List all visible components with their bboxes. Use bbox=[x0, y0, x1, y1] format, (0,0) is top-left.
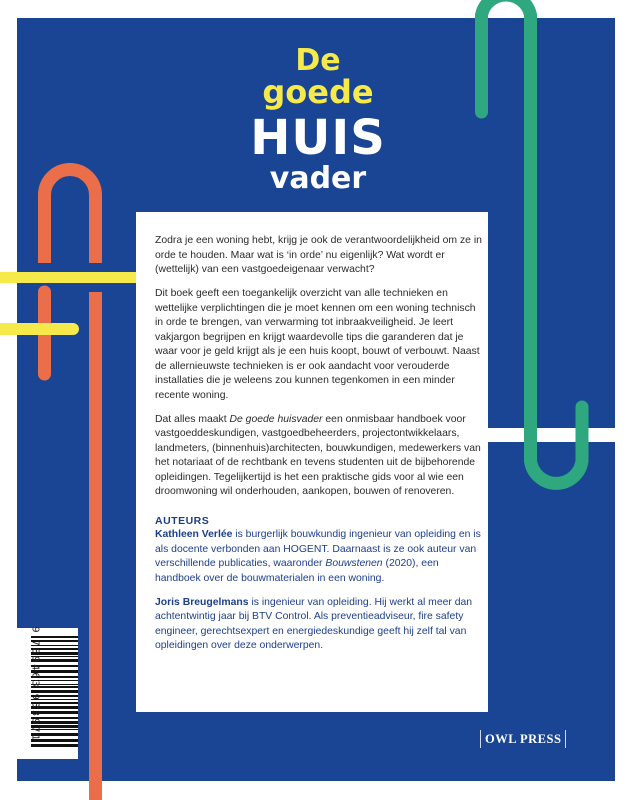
blurb-paragraph-3 bbox=[155, 413, 485, 500]
author-name: Joris Breugelmans bbox=[155, 596, 249, 608]
white-bar-right bbox=[486, 428, 615, 442]
text: een onmisbaar handboek voor vastgoeddeskundigen, vastgoedbeheerders, projectontwikkelaars, landmeters, (binnenhuis)architecten, bouwkundigen, medewerkers van het notariaat of de rechtbank en tevens studenten uit de bijbehorende opleidingen. Tegelijkertijd is het een praktische gids voor al wie een droomwoning wil onderhouden, aankopen, bouwen of renoveren. bbox=[155, 413, 481, 497]
text: (2020), een handboek over de bouwmaterialen in een woning. bbox=[155, 558, 439, 584]
barcode-digits: 9 789463 933971 bbox=[29, 626, 41, 743]
text: is burgerlijk bouwkundig ingenieur van opleiding en is als docente verbonden aan HOGENT. Daarnaast is ze ook auteur van verschillende publicaties, waaronder bbox=[155, 529, 481, 569]
author-name: Kathleen Verlée bbox=[155, 529, 233, 540]
book-title-italic: De goede huisvader bbox=[229, 413, 323, 425]
yellow-bar-top bbox=[0, 272, 137, 283]
book-title-italic: Bouwstenen bbox=[325, 558, 383, 569]
blurb-paragraph-1: Zodra je een woning hebt, krijg je ook de verantwoordelijkheid om ze in orde te houden. Maar wat is ‘in orde’ nu eigenlijk? Wat wordt er (wettelijk) van een vastgoedeigenaar verwacht? bbox=[155, 235, 482, 275]
blurb-panel bbox=[136, 212, 488, 712]
publisher-logo: OWL PRESS bbox=[480, 730, 566, 748]
barcode bbox=[17, 628, 78, 759]
title-huis: HUIS bbox=[250, 110, 386, 166]
barcode-bars bbox=[17, 628, 78, 759]
title-de: De bbox=[295, 43, 341, 78]
author-bio-1 bbox=[155, 528, 485, 586]
authors-heading: AUTEURS bbox=[155, 514, 210, 527]
author-bio-2 bbox=[155, 596, 485, 654]
title-goede: goede bbox=[262, 73, 374, 111]
title-vader: vader bbox=[269, 161, 367, 196]
text: is ingenieur van opleiding. Hij werkt al meer dan achtentwintig jaar bij BTV Control. Als preventieadviseur, fire safety engineer, gerechtsexpert en energiedeskundige geeft hij zelf tal van opleidingen over deze onderwerpen. bbox=[155, 596, 473, 651]
blurb-paragraph-2: Dit boek geeft een toegankelijk overzicht van alle technieken en wettelijke verplichtingen die je moet kennen om een woning technisch in orde te brengen, van verwarming tot inbraakveiligheid. Je leert vakjargon begrijpen en krijgt waardevolle tips die garanderen dat je waar voor je geld krijgt als je een huis koopt, bouwt of verbouwt. Naast de allernieuwste technieken is er ook aandacht voor verouderde installaties die je weleens zou kunnen tegenkomen in een minder recente woning. bbox=[155, 288, 480, 401]
text: Dat alles maakt bbox=[155, 413, 230, 425]
